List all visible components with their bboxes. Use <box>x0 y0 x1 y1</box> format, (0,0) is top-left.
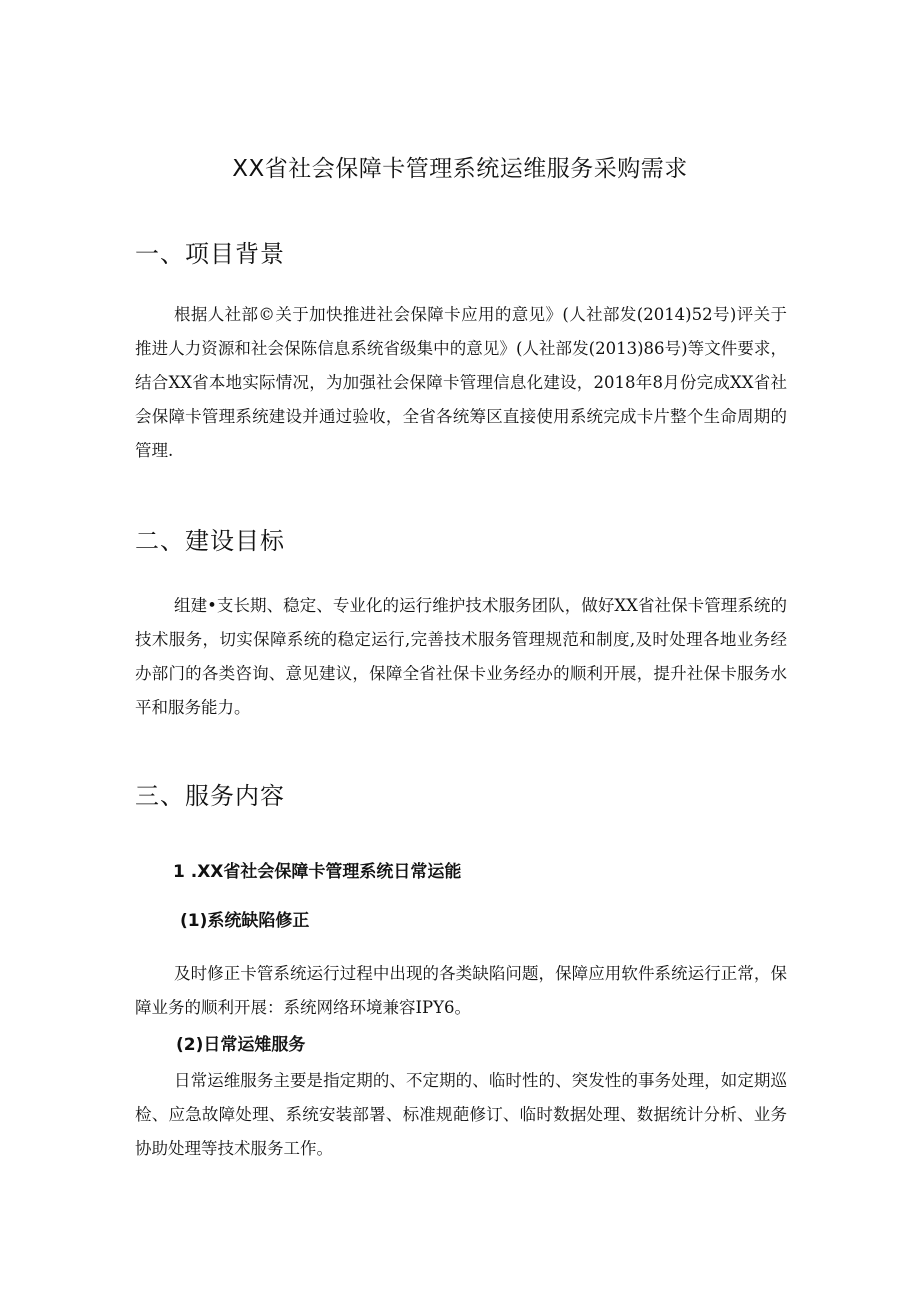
section-heading-service-content: 三、服务内容 <box>135 782 285 810</box>
section-heading-background: 一、项目背景 <box>135 240 285 268</box>
subsection-heading-daily-ops: 1 .XX省社会保障卡管理系统日常运能 <box>173 862 462 882</box>
document-title: XX省社会保障卡管理系统运维服务采购需求 <box>232 156 688 182</box>
item-heading-defect-fix: (1)系统缺陷修正 <box>180 911 310 931</box>
paragraph-background: 根据人社部©关于加快推进社会保障卡应用的意见》(人社部发(2014)52号)评关于推进人力资源和社会保陈信息系统省级集中的意见》(人社部发(2013)86号)等文件要求，结合XX省本地实际情况，为加强社会保障卡管理信息化建设，2018年8月份完成XX省社会保障卡管理系统建设并通过验收，全省各统筹区直接使用系统完成卡片整个生命周期的管理. <box>135 305 787 460</box>
section-heading-goals: 二、建设目标 <box>135 527 285 555</box>
item-heading-daily-maintenance: (2)日常运雉服务 <box>176 1035 306 1055</box>
paragraph-defect-fix: 及时修正卡管系统运行过程中出现的各类缺陷问题，保障应用软件系统运行正常，保障业务的顺利开展：系统网络环境兼容IPY6。 <box>135 964 787 1017</box>
paragraph-daily-maintenance: 日常运维服务主要是指定期的、不定期的、临时性的、突发性的事务处理，如定期巡检、应急故障处理、系统安装部署、标准规葩修订、临时数据处理、数据统计分析、业务协助处理等技术服务工作。 <box>135 1071 787 1158</box>
paragraph-goals: 组建•支长期、稳定、专业化的运行维护技术服务团队，做好XX省社保卡管理系统的技术服务，切实保障系统的稳定运行,完善技术服务管理规范和制度,及时处理各地业务经办部门的各类咨询、意见建议，保障全省社保卡业务经办的顺利开展，提升社保卡服务水平和服务能力。 <box>135 596 787 717</box>
